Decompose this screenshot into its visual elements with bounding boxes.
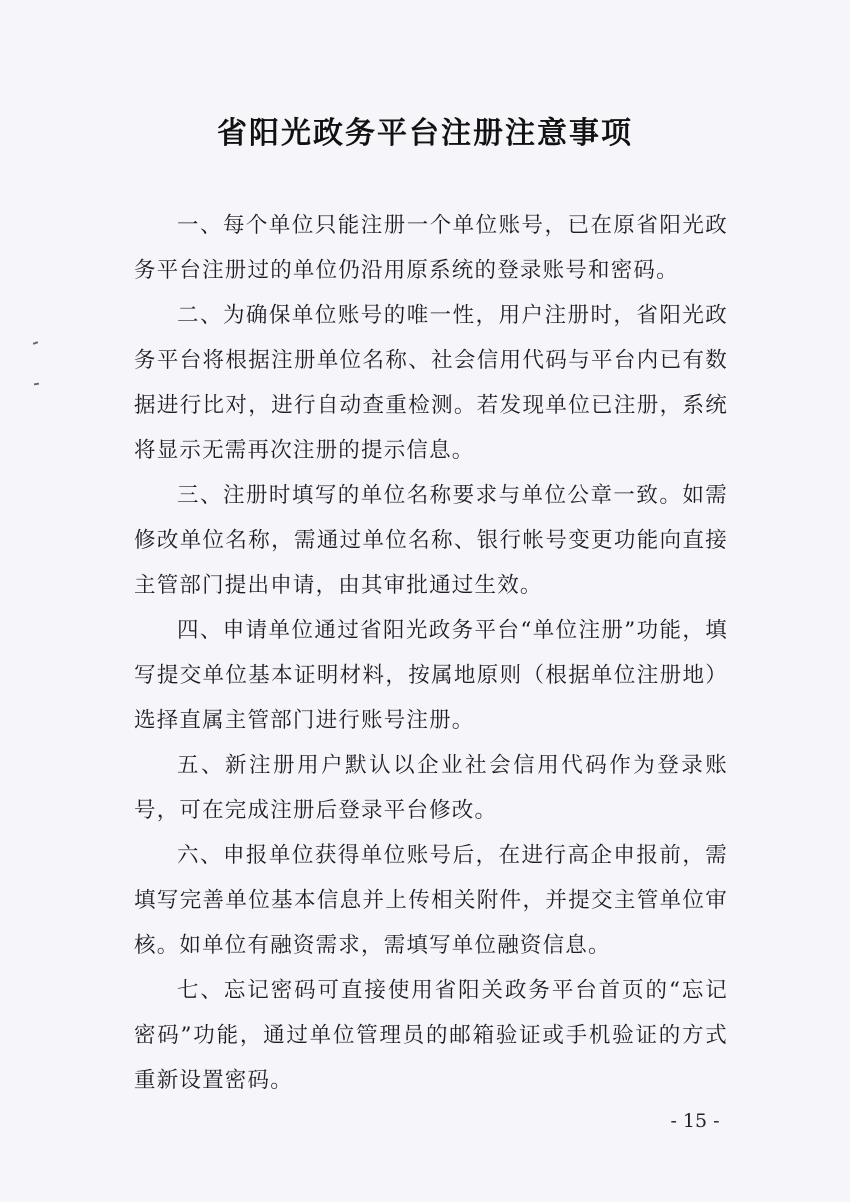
paragraph-5: 五、新注册用户默认以企业社会信用代码作为登录账号，可在完成注册后登录平台修改。 [134,753,728,823]
scan-mark [34,383,39,386]
document-title: 省阳光政务平台注册注意事项 [217,116,633,151]
paragraph-3: 三、注册时填写的单位名称要求与单位公章一致。如需修改单位名称，需通过单位名称、银行帐号变更功能向直接主管部门提出申请，由其审批通过生效。 [134,483,728,598]
scan-mark [33,341,38,345]
paragraph-4: 四、申请单位通过省阳光政务平台“单位注册”功能，填写提交单位基本证明材料，按属地原则（根据单位注册地）选择直属主管部门进行账号注册。 [134,618,728,733]
paragraph-6: 六、申报单位获得单位账号后，在进行高企申报前，需填写完善单位基本信息并上传相关附件，并提交主管单位审核。如单位有融资需求，需填写单位融资信息。 [134,843,728,958]
paragraph-1: 一、每个单位只能注册一个单位账号，已在原省阳光政务平台注册过的单位仍沿用原系统的登录账号和密码。 [134,213,728,283]
document-body [134,203,728,1103]
paragraph-2: 二、为确保单位账号的唯一性，用户注册时，省阳光政务平台将根据注册单位名称、社会信用代码与平台内已有数据进行比对，进行自动查重检测。若发现单位已注册，系统将显示无需再次注册的提示信息。 [134,303,728,463]
paragraph-7: 七、忘记密码可直接使用省阳关政务平台首页的“忘记密码”功能，通过单位管理员的邮箱验证或手机验证的方式重新设置密码。 [134,978,728,1093]
page-number: - 15 - [670,1110,720,1132]
